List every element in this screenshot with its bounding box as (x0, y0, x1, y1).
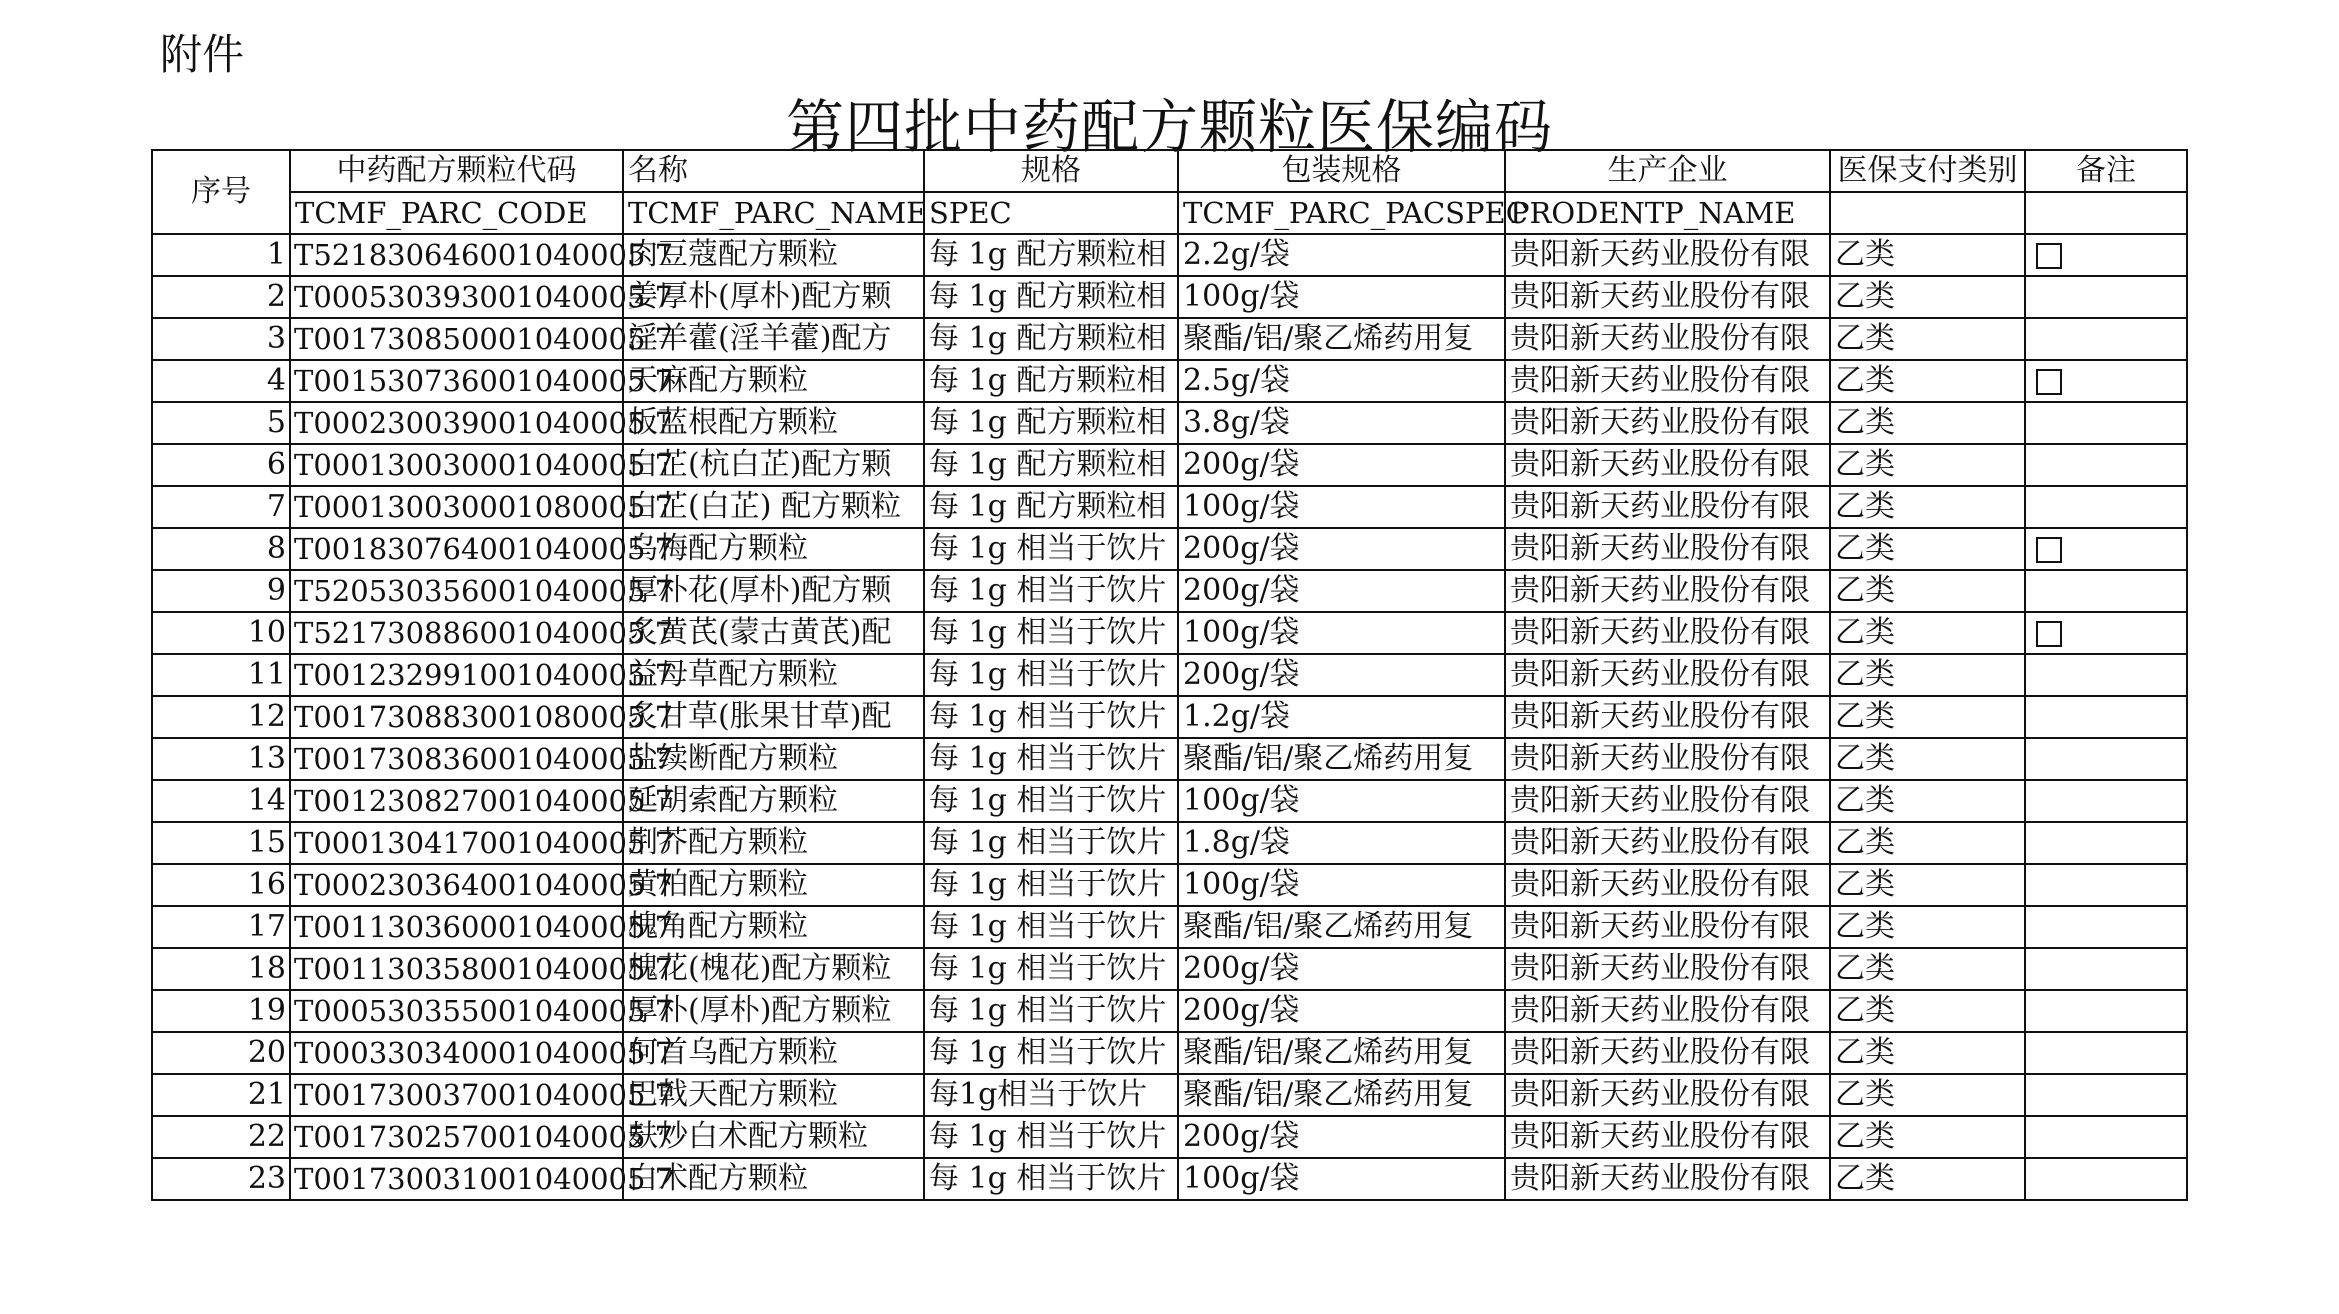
remark-cell (2025, 234, 2187, 276)
pack-cell: 1.2g/袋 (1178, 696, 1505, 738)
spec-cell: 每 1g 相当于饮片 (924, 528, 1178, 570)
code-cell: T001230827001040005 7 (290, 780, 623, 822)
name-cell: 延胡索配方颗粒 (623, 780, 924, 822)
spec-cell: 每 1g 相当于饮片 (924, 822, 1178, 864)
header-spec-cn: 规格 (924, 150, 1178, 192)
header-code-cn: 中药配方颗粒代码 (290, 150, 623, 192)
code-cell: T001830764001040005 7 (290, 528, 623, 570)
table-row (152, 1158, 2187, 1200)
table-row (152, 822, 2187, 864)
seq-cell: 9 (152, 570, 290, 612)
name-cell: 白芷(杭白芷)配方颗 (623, 444, 924, 486)
company-cell: 贵阳新天药业股份有限 (1505, 486, 1830, 528)
code-cell: T000130417001040005 7 (290, 822, 623, 864)
company-cell: 贵阳新天药业股份有限 (1505, 696, 1830, 738)
header-code-en: TCMF_PARC_CODE (290, 192, 623, 234)
seq-cell: 15 (152, 822, 290, 864)
table-row (152, 570, 2187, 612)
code-cell: T001730257001040005 7 (290, 1116, 623, 1158)
code-cell: T001730850001040005 7 (290, 318, 623, 360)
code-cell: T001730037001040005 7 (290, 1074, 623, 1116)
pay-cell: 乙类 (1830, 864, 2025, 906)
spec-cell: 每 1g 配方颗粒相 (924, 402, 1178, 444)
header-pack-cn: 包装规格 (1178, 150, 1505, 192)
checkbox-icon (2036, 243, 2062, 269)
header-seq: 序号 (152, 150, 290, 234)
pay-cell: 乙类 (1830, 486, 2025, 528)
name-cell: 槐花(槐花)配方颗粒 (623, 948, 924, 990)
pay-cell: 乙类 (1830, 822, 2025, 864)
seq-cell: 4 (152, 360, 290, 402)
spec-cell: 每 1g 相当于饮片 (924, 906, 1178, 948)
pay-cell: 乙类 (1830, 1032, 2025, 1074)
name-cell: 何首乌配方颗粒 (623, 1032, 924, 1074)
company-cell: 贵阳新天药业股份有限 (1505, 906, 1830, 948)
code-cell: T001730836001040005 7 (290, 738, 623, 780)
pack-cell: 100g/袋 (1178, 1158, 1505, 1200)
pack-cell: 聚酯/铝/聚乙烯药用复 (1178, 906, 1505, 948)
remark-cell (2025, 1074, 2187, 1116)
spec-cell: 每 1g 配方颗粒相 (924, 318, 1178, 360)
name-cell: 白芷(白芷) 配方颗粒 (623, 486, 924, 528)
name-cell: 天麻配方颗粒 (623, 360, 924, 402)
name-cell: 麸炒白术配方颗粒 (623, 1116, 924, 1158)
seq-cell: 10 (152, 612, 290, 654)
code-cell: T001530736001040005 7 (290, 360, 623, 402)
company-cell: 贵阳新天药业股份有限 (1505, 990, 1830, 1032)
page-title: 第四批中药配方颗粒医保编码 (785, 93, 1553, 161)
name-cell: 荆芥配方颗粒 (623, 822, 924, 864)
table-row (152, 612, 2187, 654)
company-cell: 贵阳新天药业股份有限 (1505, 780, 1830, 822)
company-cell: 贵阳新天药业股份有限 (1505, 318, 1830, 360)
spec-cell: 每 1g 相当于饮片 (924, 1116, 1178, 1158)
spec-cell: 每 1g 相当于饮片 (924, 1158, 1178, 1200)
seq-cell: 5 (152, 402, 290, 444)
pack-cell: 聚酯/铝/聚乙烯药用复 (1178, 738, 1505, 780)
name-cell: 盐续断配方颗粒 (623, 738, 924, 780)
pay-cell: 乙类 (1830, 1074, 2025, 1116)
code-cell: T000130030001040005 7 (290, 444, 623, 486)
remark-cell (2025, 1116, 2187, 1158)
pack-cell: 200g/袋 (1178, 444, 1505, 486)
remark-cell (2025, 528, 2187, 570)
name-cell: 炙甘草(胀果甘草)配 (623, 696, 924, 738)
pay-cell: 乙类 (1830, 318, 2025, 360)
name-cell: 淫羊藿(淫羊藿)配方 (623, 318, 924, 360)
code-cell: T001730031001040005 7 (290, 1158, 623, 1200)
code-cell: T521830646001040005 7 (290, 234, 623, 276)
company-cell: 贵阳新天药业股份有限 (1505, 402, 1830, 444)
pack-cell: 200g/袋 (1178, 528, 1505, 570)
name-cell: 炙黄芪(蒙古黄芪)配 (623, 612, 924, 654)
spec-cell: 每 1g 配方颗粒相 (924, 444, 1178, 486)
remark-cell (2025, 360, 2187, 402)
pack-cell: 2.5g/袋 (1178, 360, 1505, 402)
spec-cell: 每 1g 相当于饮片 (924, 570, 1178, 612)
seq-cell: 18 (152, 948, 290, 990)
remark-cell (2025, 486, 2187, 528)
pay-cell: 乙类 (1830, 276, 2025, 318)
pack-cell: 200g/袋 (1178, 990, 1505, 1032)
pay-cell: 乙类 (1830, 570, 2025, 612)
company-cell: 贵阳新天药业股份有限 (1505, 612, 1830, 654)
name-cell: 乌梅配方颗粒 (623, 528, 924, 570)
medical-code-table (151, 149, 2188, 1201)
table-row (152, 906, 2187, 948)
company-cell: 贵阳新天药业股份有限 (1505, 276, 1830, 318)
company-cell: 贵阳新天药业股份有限 (1505, 1032, 1830, 1074)
header-name-en: TCMF_PARC_NAME (623, 192, 924, 234)
company-cell: 贵阳新天药业股份有限 (1505, 948, 1830, 990)
spec-cell: 每 1g 配方颗粒相 (924, 360, 1178, 402)
remark-cell (2025, 948, 2187, 990)
seq-cell: 6 (152, 444, 290, 486)
remark-cell (2025, 738, 2187, 780)
spec-cell: 每1g相当于饮片 (924, 1074, 1178, 1116)
pay-cell: 乙类 (1830, 402, 2025, 444)
pack-cell: 2.2g/袋 (1178, 234, 1505, 276)
table-row (152, 1116, 2187, 1158)
table-row (152, 780, 2187, 822)
name-cell: 白术配方颗粒 (623, 1158, 924, 1200)
spec-cell: 每 1g 相当于饮片 (924, 612, 1178, 654)
name-cell: 槐角配方颗粒 (623, 906, 924, 948)
remark-cell (2025, 864, 2187, 906)
table-row (152, 948, 2187, 990)
checkbox-icon (2036, 537, 2062, 563)
table-row (152, 444, 2187, 486)
pay-cell: 乙类 (1830, 948, 2025, 990)
code-cell: T000130030001080005 7 (290, 486, 623, 528)
table-body (152, 234, 2187, 1200)
table-row (152, 360, 2187, 402)
seq-cell: 19 (152, 990, 290, 1032)
company-cell: 贵阳新天药业股份有限 (1505, 570, 1830, 612)
company-cell: 贵阳新天药业股份有限 (1505, 1074, 1830, 1116)
remark-cell (2025, 570, 2187, 612)
pack-cell: 聚酯/铝/聚乙烯药用复 (1178, 318, 1505, 360)
pack-cell: 200g/袋 (1178, 570, 1505, 612)
remark-cell (2025, 1032, 2187, 1074)
code-cell: T521730886001040005 7 (290, 612, 623, 654)
name-cell: 肉豆蔻配方颗粒 (623, 234, 924, 276)
pay-cell: 乙类 (1830, 738, 2025, 780)
seq-cell: 8 (152, 528, 290, 570)
pack-cell: 100g/袋 (1178, 864, 1505, 906)
table-row (152, 864, 2187, 906)
remark-cell (2025, 1158, 2187, 1200)
spec-cell: 每 1g 相当于饮片 (924, 864, 1178, 906)
company-cell: 贵阳新天药业股份有限 (1505, 1158, 1830, 1200)
remark-cell (2025, 822, 2187, 864)
table-row (152, 738, 2187, 780)
seq-cell: 13 (152, 738, 290, 780)
header-company-cn: 生产企业 (1505, 150, 1830, 192)
name-cell: 厚朴(厚朴)配方颗粒 (623, 990, 924, 1032)
spec-cell: 每 1g 配方颗粒相 (924, 486, 1178, 528)
remark-cell (2025, 780, 2187, 822)
remark-cell (2025, 696, 2187, 738)
pay-cell: 乙类 (1830, 696, 2025, 738)
table-row (152, 234, 2187, 276)
seq-cell: 14 (152, 780, 290, 822)
pack-cell: 200g/袋 (1178, 1116, 1505, 1158)
company-cell: 贵阳新天药业股份有限 (1505, 738, 1830, 780)
seq-cell: 11 (152, 654, 290, 696)
seq-cell: 1 (152, 234, 290, 276)
table-row (152, 486, 2187, 528)
pay-cell: 乙类 (1830, 654, 2025, 696)
name-cell: 巴戟天配方颗粒 (623, 1074, 924, 1116)
spec-cell: 每 1g 相当于饮片 (924, 1032, 1178, 1074)
remark-cell (2025, 612, 2187, 654)
spec-cell: 每 1g 相当于饮片 (924, 696, 1178, 738)
header-pay-en (1830, 192, 2025, 234)
company-cell: 贵阳新天药业股份有限 (1505, 360, 1830, 402)
table-row (152, 1074, 2187, 1116)
checkbox-icon (2036, 369, 2062, 395)
pay-cell: 乙类 (1830, 360, 2025, 402)
company-cell: 贵阳新天药业股份有限 (1505, 444, 1830, 486)
header-remark-cn: 备注 (2025, 150, 2187, 192)
code-cell: T001130358001040005 7 (290, 948, 623, 990)
table-row (152, 696, 2187, 738)
name-cell: 板蓝根配方颗粒 (623, 402, 924, 444)
header-company-en: PRODENTP_NAME (1505, 192, 1830, 234)
company-cell: 贵阳新天药业股份有限 (1505, 822, 1830, 864)
code-cell: T000330340001040005 7 (290, 1032, 623, 1074)
table-row (152, 528, 2187, 570)
remark-cell (2025, 906, 2187, 948)
pay-cell: 乙类 (1830, 612, 2025, 654)
table-row (152, 990, 2187, 1032)
seq-cell: 20 (152, 1032, 290, 1074)
remark-cell (2025, 402, 2187, 444)
seq-cell: 22 (152, 1116, 290, 1158)
remark-cell (2025, 444, 2187, 486)
pay-cell: 乙类 (1830, 1116, 2025, 1158)
seq-cell: 16 (152, 864, 290, 906)
pay-cell: 乙类 (1830, 234, 2025, 276)
pack-cell: 聚酯/铝/聚乙烯药用复 (1178, 1074, 1505, 1116)
remark-cell (2025, 318, 2187, 360)
remark-cell (2025, 276, 2187, 318)
company-cell: 贵阳新天药业股份有限 (1505, 864, 1830, 906)
seq-cell: 23 (152, 1158, 290, 1200)
code-cell: T001130360001040005 7 (290, 906, 623, 948)
pack-cell: 200g/袋 (1178, 654, 1505, 696)
seq-cell: 7 (152, 486, 290, 528)
pack-cell: 100g/袋 (1178, 276, 1505, 318)
code-cell: T000230039001040005 7 (290, 402, 623, 444)
pack-cell: 3.8g/袋 (1178, 402, 1505, 444)
company-cell: 贵阳新天药业股份有限 (1505, 1116, 1830, 1158)
pay-cell: 乙类 (1830, 906, 2025, 948)
code-cell: T520530356001040005 7 (290, 570, 623, 612)
spec-cell: 每 1g 相当于饮片 (924, 948, 1178, 990)
table-row (152, 1032, 2187, 1074)
pack-cell: 聚酯/铝/聚乙烯药用复 (1178, 1032, 1505, 1074)
checkbox-icon (2036, 621, 2062, 647)
spec-cell: 每 1g 相当于饮片 (924, 738, 1178, 780)
pack-cell: 200g/袋 (1178, 948, 1505, 990)
spec-cell: 每 1g 相当于饮片 (924, 780, 1178, 822)
company-cell: 贵阳新天药业股份有限 (1505, 528, 1830, 570)
header-spec-en: SPEC (924, 192, 1178, 234)
table-row (152, 276, 2187, 318)
spec-cell: 每 1g 配方颗粒相 (924, 234, 1178, 276)
remark-cell (2025, 654, 2187, 696)
name-cell: 厚朴花(厚朴)配方颗 (623, 570, 924, 612)
pay-cell: 乙类 (1830, 990, 2025, 1032)
seq-cell: 2 (152, 276, 290, 318)
company-cell: 贵阳新天药业股份有限 (1505, 234, 1830, 276)
name-cell: 益母草配方颗粒 (623, 654, 924, 696)
pack-cell: 100g/袋 (1178, 486, 1505, 528)
seq-cell: 12 (152, 696, 290, 738)
spec-cell: 每 1g 相当于饮片 (924, 654, 1178, 696)
seq-cell: 21 (152, 1074, 290, 1116)
pay-cell: 乙类 (1830, 1158, 2025, 1200)
name-cell: 姜厚朴(厚朴)配方颗 (623, 276, 924, 318)
code-cell: T000530355001040005 7 (290, 990, 623, 1032)
remark-cell (2025, 990, 2187, 1032)
name-cell: 黄柏配方颗粒 (623, 864, 924, 906)
table-row (152, 318, 2187, 360)
pay-cell: 乙类 (1830, 780, 2025, 822)
header-pay-cn: 医保支付类别 (1830, 150, 2025, 192)
table-row (152, 402, 2187, 444)
header-remark-en (2025, 192, 2187, 234)
attachment-label: 附件 (160, 30, 245, 79)
code-cell: T001730883001080005 7 (290, 696, 623, 738)
seq-cell: 17 (152, 906, 290, 948)
header-name-cn: 名称 (623, 150, 924, 192)
pay-cell: 乙类 (1830, 528, 2025, 570)
table-row (152, 654, 2187, 696)
header-pack-en: TCMF_PARC_PACSPEC (1178, 192, 1505, 234)
pack-cell: 100g/袋 (1178, 780, 1505, 822)
company-cell: 贵阳新天药业股份有限 (1505, 654, 1830, 696)
code-cell: T000530393001040005 7 (290, 276, 623, 318)
pay-cell: 乙类 (1830, 444, 2025, 486)
pack-cell: 1.8g/袋 (1178, 822, 1505, 864)
seq-cell: 3 (152, 318, 290, 360)
code-cell: T001232991001040005 7 (290, 654, 623, 696)
spec-cell: 每 1g 相当于饮片 (924, 990, 1178, 1032)
pack-cell: 100g/袋 (1178, 612, 1505, 654)
code-cell: T000230364001040005 7 (290, 864, 623, 906)
spec-cell: 每 1g 配方颗粒相 (924, 276, 1178, 318)
